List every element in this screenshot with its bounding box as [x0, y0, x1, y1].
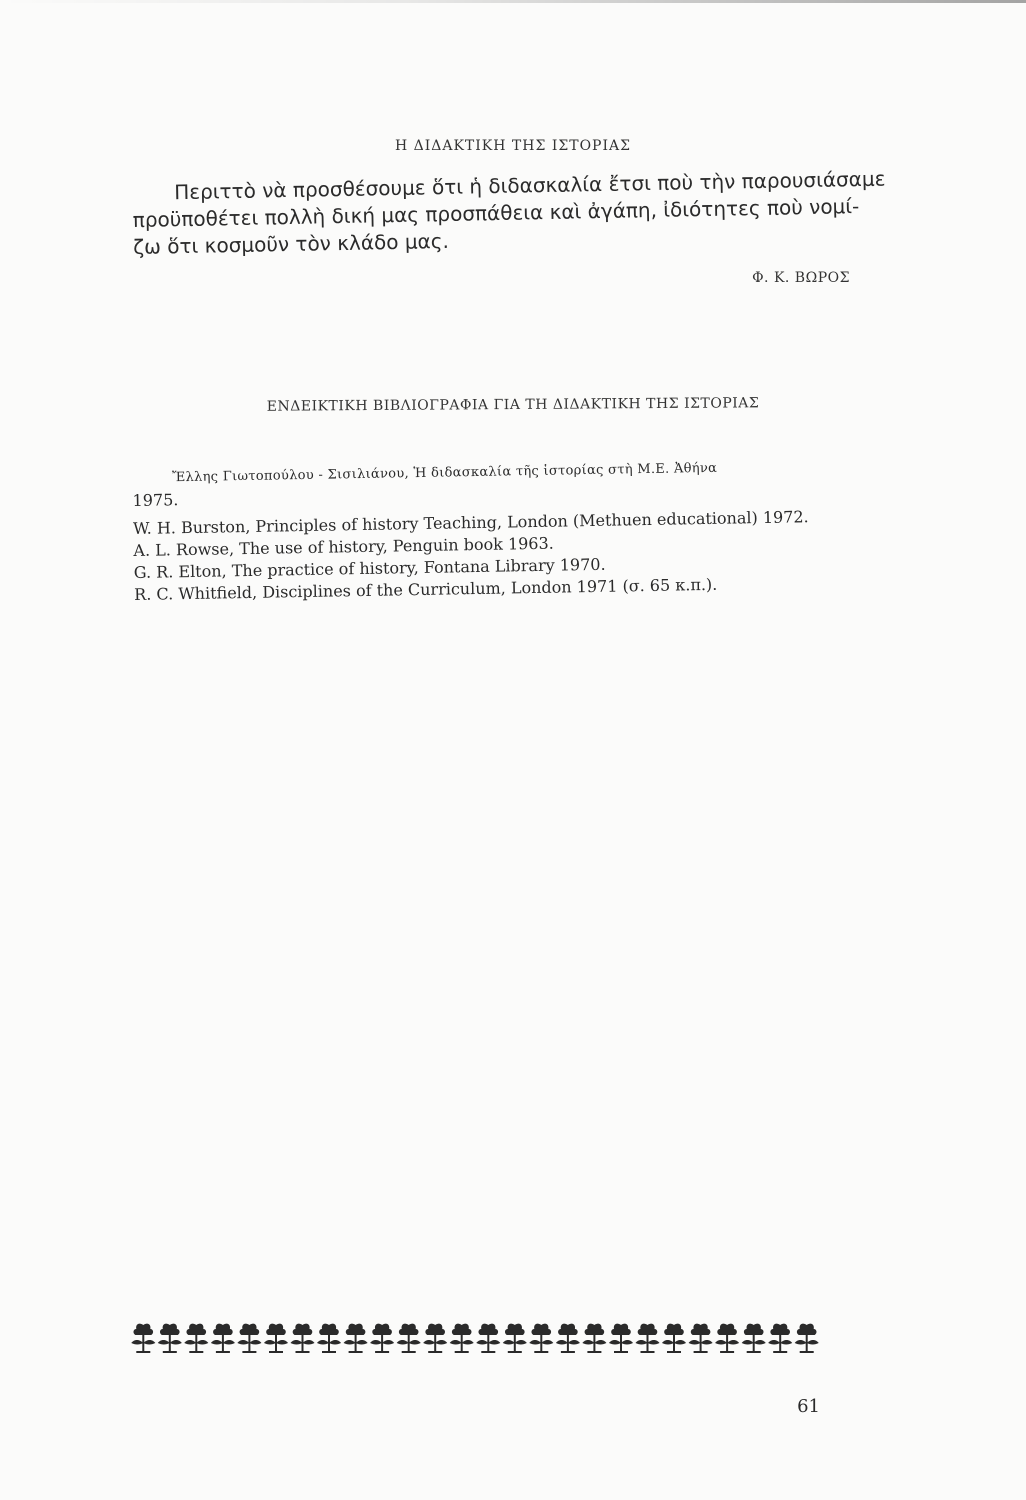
flower-ornament-icon: [397, 1324, 421, 1353]
flower-ornament-icon: [582, 1324, 606, 1353]
paragraph-line: Περιττὸ νὰ προσθέσουμε ὅτι ἡ διδασκαλία ἔτσι ποὺ τὴν παρουσιάσαμε: [174, 166, 886, 205]
flower-ornament-icon: [689, 1324, 713, 1353]
bibliography-list: [132, 455, 874, 606]
scan-edge: [0, 0, 1026, 3]
flower-ornament-icon: [158, 1324, 182, 1353]
flower-ornament-icon: [264, 1324, 288, 1353]
flower-ornament-icon: [768, 1324, 792, 1353]
flower-ornament-icon: [450, 1324, 474, 1353]
running-header: Η ΔΙΔΑΚΤΙΚΗ ΤΗΣ ΙΣΤΟΡΙΑΣ: [394, 138, 632, 154]
bibliography-title: ΕΝΔΕΙΚΤΙΚΗ ΒΙΒΛΙΟΓΡΑΦΙΑ ΓΙΑ ΤΗ ΔΙΔΑΚΤΙΚΗ ΤΗΣ ΙΣΤΟΡΙΑΣ: [266, 395, 760, 415]
flower-ornament-icon: [344, 1324, 368, 1353]
bibliography-entry: G. R. Elton, The practice of history, Fontana Library 1970.: [133, 554, 606, 582]
flower-ornament-icon: [184, 1324, 208, 1353]
paragraph-line: προϋποθέτει πολλὴ δική μας προσπάθεια καὶ ἀγάπη, ἰδιότητες ποὺ νομί-: [132, 194, 860, 232]
flower-ornament-icon: [291, 1324, 315, 1353]
bibliography-entry: Ἔλλης Γιωτοπούλου - Σισιλιάνου, Ἡ διδασκαλία τῆς ἱστορίας στὴ Μ.Ε. Ἀθήνα: [172, 460, 718, 486]
bibliography-entry-year: 1975.: [132, 490, 179, 510]
flower-ornament-icon: [237, 1324, 261, 1353]
page-number: 61: [797, 1396, 820, 1417]
flower-ornament-icon: [370, 1324, 394, 1353]
flower-ornament-icon: [211, 1324, 235, 1353]
flower-ornament-icon: [742, 1324, 766, 1353]
paragraph-line: ζω ὅτι κοσμοῦν τὸν κλάδο μας.: [133, 228, 450, 259]
flower-ornament-icon: [556, 1324, 580, 1353]
bibliography-entry: W. H. Burston, Principles of history Teaching, London (Methuen educational) 1972.: [132, 507, 809, 538]
flower-ornament-band: [130, 1318, 820, 1358]
flower-ornament-icon: [662, 1324, 686, 1353]
author-signature: Φ. Κ. ΒΩΡΟΣ: [752, 270, 850, 286]
flower-ornament-icon: [131, 1324, 155, 1353]
flower-ornament-icon: [476, 1324, 500, 1353]
flower-ornament-icon: [715, 1324, 739, 1353]
flower-ornament-icon: [636, 1324, 660, 1353]
bibliography-entry: A. L. Rowse, The use of history, Penguin book 1963.: [133, 533, 554, 560]
closing-paragraph: [132, 166, 886, 261]
flower-ornament-icon: [423, 1324, 447, 1353]
flower-ornament-icon: [795, 1324, 819, 1353]
flower-ornament-icon: [529, 1324, 553, 1353]
flower-ornament-icon: [317, 1324, 341, 1353]
flower-ornament-icon: [609, 1324, 633, 1353]
flower-ornament-icon: [503, 1324, 527, 1353]
bibliography-entry: R. C. Whitfield, Disciplines of the Curriculum, London 1971 (σ. 65 κ.π.).: [134, 574, 718, 604]
